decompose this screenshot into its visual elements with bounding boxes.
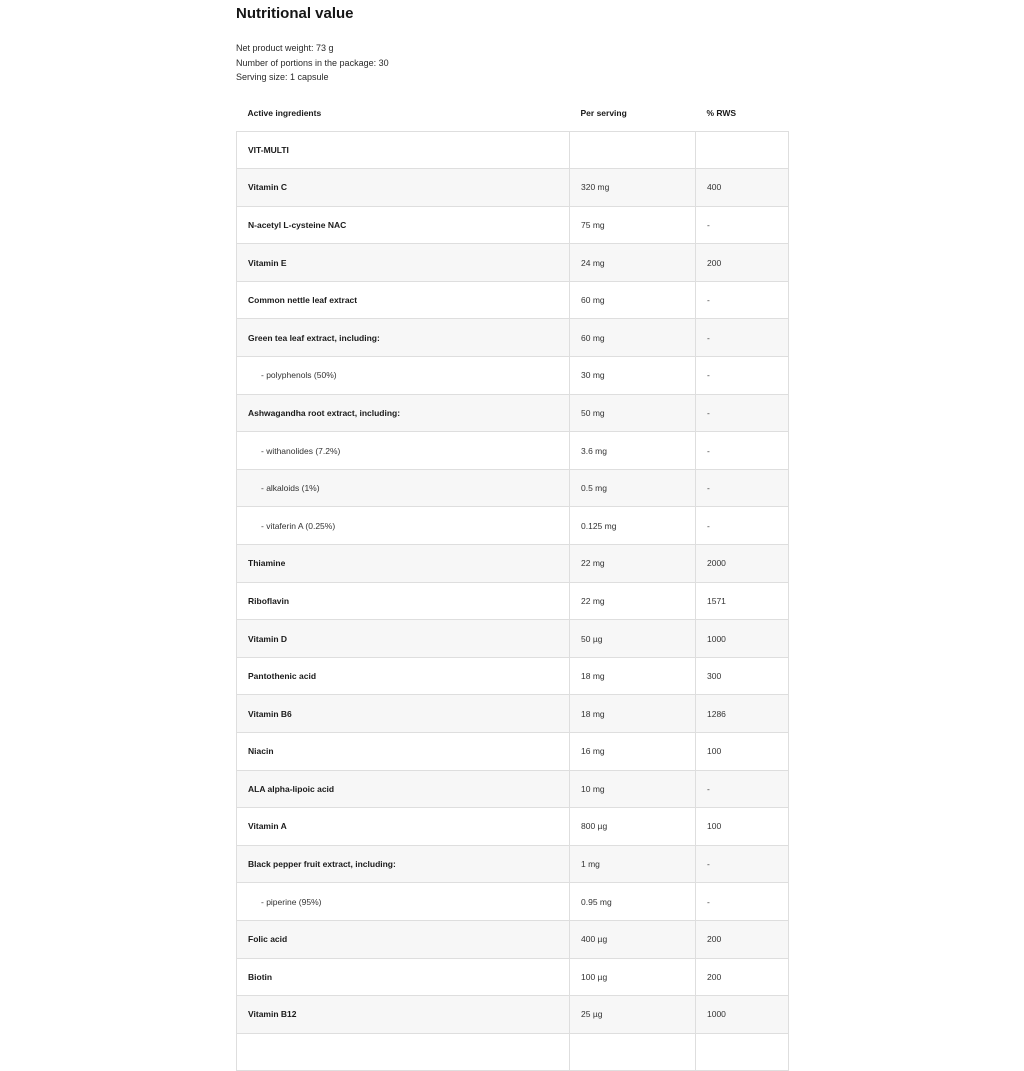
table-row [237,1033,789,1071]
page-title: Nutritional value [236,0,788,35]
per-serving-cell: 30 mg [570,357,696,395]
per-serving-cell: 100 µg [570,958,696,996]
table-row [237,319,789,357]
rws-cell: - [696,357,789,395]
per-serving-cell: 10 mg [570,770,696,808]
rws-cell: 200 [696,244,789,282]
ingredient-name-cell: Vitamin B6 [237,695,570,733]
ingredient-name-cell: Biotin [237,958,570,996]
net-weight-text: Net product weight: 73 g [236,41,788,56]
ingredient-name-cell: Folic acid [237,920,570,958]
rws-cell: 400 [696,169,789,207]
ingredient-name-cell: Black pepper fruit extract, including: [237,845,570,883]
table-row [237,770,789,808]
rws-cell: - [696,319,789,357]
product-meta [236,41,788,85]
rws-cell: 100 [696,733,789,771]
serving-size-text: Serving size: 1 capsule [236,70,788,85]
table-row [237,169,789,207]
ingredient-name-cell: N-acetyl L-cysteine NAC [237,206,570,244]
per-serving-cell: 22 mg [570,545,696,583]
header-per-serving: Per serving [570,95,696,132]
ingredient-name-cell: Thiamine [237,545,570,583]
rws-cell: - [696,883,789,921]
ingredient-name-cell: Niacin [237,733,570,771]
table-row [237,733,789,771]
ingredient-name-cell: Pantothenic acid [237,657,570,695]
nutrition-table [236,95,789,1071]
ingredient-name-cell: - alkaloids (1%) [237,469,570,507]
rws-cell: 200 [696,958,789,996]
table-row [237,394,789,432]
table-row [237,507,789,545]
nutrition-section [236,0,788,1071]
per-serving-cell: 320 mg [570,169,696,207]
header-rws: % RWS [696,95,789,132]
table-row [237,244,789,282]
table-row [237,808,789,846]
rws-cell: - [696,507,789,545]
table-row [237,620,789,658]
table-header-row [237,95,789,132]
rws-cell [696,131,789,169]
table-row [237,883,789,921]
rws-cell: 300 [696,657,789,695]
table-row [237,996,789,1034]
ingredient-name-cell: Vitamin D [237,620,570,658]
ingredient-name-cell [237,1033,570,1071]
table-row [237,281,789,319]
rws-cell: - [696,281,789,319]
table-row [237,958,789,996]
per-serving-cell: 75 mg [570,206,696,244]
ingredient-name-cell: Vitamin B12 [237,996,570,1034]
per-serving-cell: 400 µg [570,920,696,958]
ingredient-name-cell: Riboflavin [237,582,570,620]
rws-cell: - [696,770,789,808]
per-serving-cell: 22 mg [570,582,696,620]
per-serving-cell: 18 mg [570,695,696,733]
per-serving-cell: 0.95 mg [570,883,696,921]
per-serving-cell: 0.5 mg [570,469,696,507]
ingredient-name-cell: - withanolides (7.2%) [237,432,570,470]
ingredient-name-cell: ALA alpha-lipoic acid [237,770,570,808]
table-row [237,432,789,470]
per-serving-cell: 50 mg [570,394,696,432]
ingredient-name-cell: Green tea leaf extract, including: [237,319,570,357]
per-serving-cell [570,131,696,169]
table-row [237,845,789,883]
per-serving-cell: 3.6 mg [570,432,696,470]
ingredient-name-cell: Vitamin C [237,169,570,207]
per-serving-cell: 25 µg [570,996,696,1034]
rws-cell: 1000 [696,620,789,658]
table-row [237,695,789,733]
table-row [237,131,789,169]
per-serving-cell: 60 mg [570,319,696,357]
ingredient-name-cell: - piperine (95%) [237,883,570,921]
portions-text: Number of portions in the package: 30 [236,56,788,71]
header-active-ingredients: Active ingredients [237,95,570,132]
per-serving-cell: 16 mg [570,733,696,771]
rws-cell: 200 [696,920,789,958]
per-serving-cell: 60 mg [570,281,696,319]
per-serving-cell: 50 µg [570,620,696,658]
ingredient-name-cell: Vitamin A [237,808,570,846]
rws-cell: 100 [696,808,789,846]
ingredient-name-cell: - vitaferin A (0.25%) [237,507,570,545]
table-row [237,357,789,395]
per-serving-cell: 18 mg [570,657,696,695]
rws-cell: - [696,432,789,470]
rws-cell: - [696,469,789,507]
table-row [237,469,789,507]
table-row [237,920,789,958]
rws-cell: - [696,206,789,244]
table-row [237,206,789,244]
rws-cell: 1286 [696,695,789,733]
ingredient-name-cell: Ashwagandha root extract, including: [237,394,570,432]
ingredient-name-cell: Common nettle leaf extract [237,281,570,319]
per-serving-cell: 0.125 mg [570,507,696,545]
rws-cell: - [696,845,789,883]
table-row [237,582,789,620]
rws-cell: 2000 [696,545,789,583]
rws-cell [696,1033,789,1071]
table-row [237,545,789,583]
table-body [237,131,789,1071]
per-serving-cell: 800 µg [570,808,696,846]
rws-cell: 1571 [696,582,789,620]
ingredient-name-cell: - polyphenols (50%) [237,357,570,395]
table-row [237,657,789,695]
per-serving-cell: 24 mg [570,244,696,282]
ingredient-name-cell: VIT-MULTI [237,131,570,169]
rws-cell: - [696,394,789,432]
per-serving-cell [570,1033,696,1071]
rws-cell: 1000 [696,996,789,1034]
ingredient-name-cell: Vitamin E [237,244,570,282]
per-serving-cell: 1 mg [570,845,696,883]
